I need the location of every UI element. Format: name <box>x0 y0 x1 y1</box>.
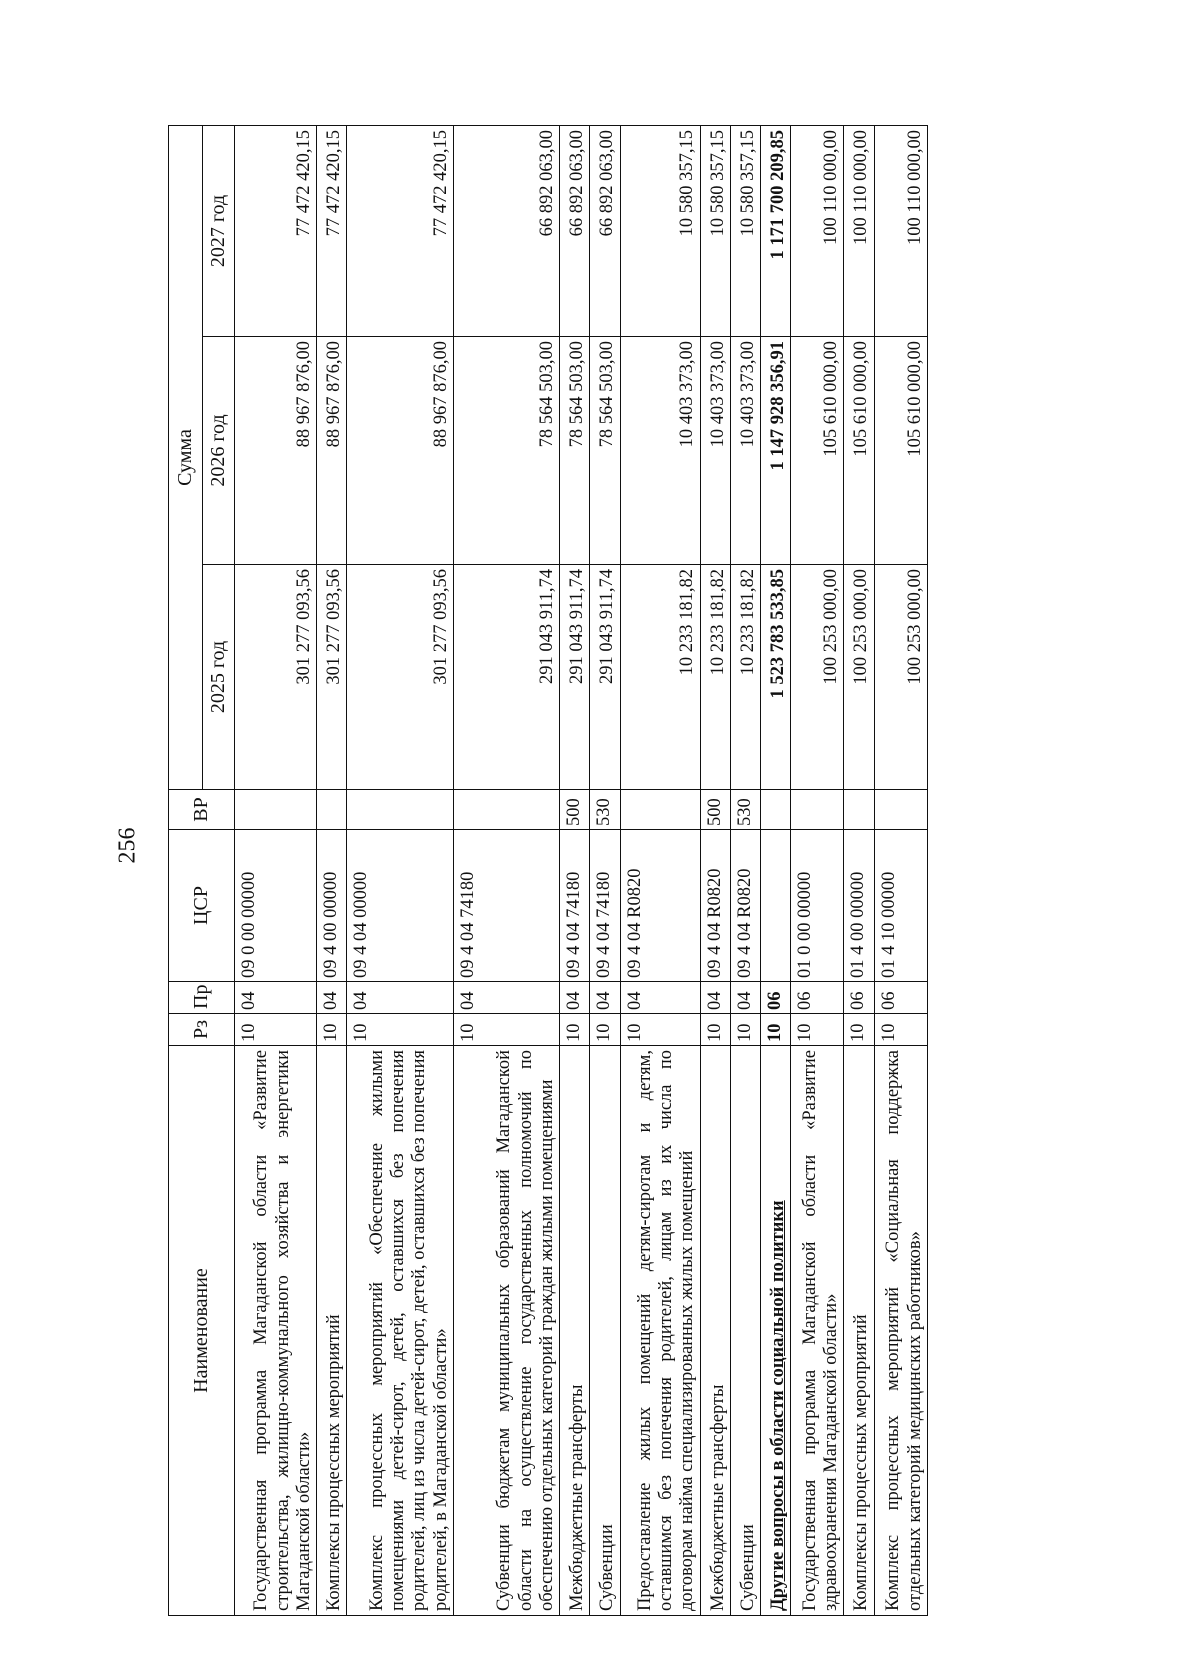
row-vr: 530 <box>730 790 760 830</box>
row-pr: 04 <box>317 982 347 1014</box>
row-amount-2027: 100 110 000,00 <box>791 125 844 336</box>
table-row <box>700 125 730 1615</box>
header-2027: 2027 год <box>203 125 235 336</box>
row-csr: 09 0 00 00000 <box>235 830 317 982</box>
row-csr <box>761 830 791 982</box>
row-csr: 09 4 04 R0820 <box>700 830 730 982</box>
row-pr: 04 <box>730 982 760 1014</box>
row-pr: 04 <box>347 982 453 1014</box>
row-name: Предоставление жилых помещений детям-сиротам и детям, оставшимся без попечения родителей, лицам из их числа по договорам найма специализированных жилых помещений <box>620 1046 700 1616</box>
table-row <box>347 125 453 1615</box>
row-rz: 10 <box>844 1014 874 1046</box>
row-amount-2027: 77 472 420,15 <box>347 125 453 336</box>
row-name: Комплексы процессных мероприятий <box>317 1046 347 1616</box>
row-name: Субвенции бюджетам муниципальных образований Магаданской области на осуществление государственных полномочий по обеспечению отдельных категорий граждан жилыми помещениями <box>453 1046 559 1616</box>
header-2026: 2026 год <box>203 337 235 565</box>
row-amount-2026: 78 564 503,00 <box>453 337 559 565</box>
row-amount-2026: 10 403 373,00 <box>620 337 700 565</box>
row-rz: 10 <box>453 1014 559 1046</box>
row-pr: 04 <box>700 982 730 1014</box>
row-rz: 10 <box>700 1014 730 1046</box>
row-amount-2025: 100 253 000,00 <box>791 565 844 790</box>
row-rz: 10 <box>730 1014 760 1046</box>
row-csr: 01 0 00 00000 <box>791 830 844 982</box>
row-amount-2027: 66 892 063,00 <box>453 125 559 336</box>
row-name: Другие вопросы в области социальной политики <box>761 1046 791 1616</box>
row-amount-2027: 1 171 700 209,85 <box>761 125 791 336</box>
row-amount-2027: 77 472 420,15 <box>235 125 317 336</box>
row-vr <box>791 790 844 830</box>
row-pr: 04 <box>590 982 620 1014</box>
row-amount-2027: 100 110 000,00 <box>874 125 927 336</box>
row-rz: 10 <box>347 1014 453 1046</box>
row-amount-2025: 10 233 181,82 <box>700 565 730 790</box>
row-pr: 06 <box>874 982 927 1014</box>
row-pr: 04 <box>453 982 559 1014</box>
row-name: Субвенции <box>590 1046 620 1616</box>
row-amount-2026: 88 967 876,00 <box>235 337 317 565</box>
row-csr: 09 4 04 74180 <box>560 830 590 982</box>
row-amount-2027: 77 472 420,15 <box>317 125 347 336</box>
row-csr: 01 4 00 00000 <box>844 830 874 982</box>
row-amount-2026: 105 610 000,00 <box>791 337 844 565</box>
row-name: Комплекс процессных мероприятий «Социальная поддержка отдельных категорий медицинских работников» <box>874 1046 927 1616</box>
row-vr <box>874 790 927 830</box>
row-vr: 500 <box>700 790 730 830</box>
row-amount-2026: 105 610 000,00 <box>874 337 927 565</box>
row-amount-2027: 100 110 000,00 <box>844 125 874 336</box>
table-row <box>844 125 874 1615</box>
row-rz: 10 <box>590 1014 620 1046</box>
row-name: Межбюджетные трансферты <box>560 1046 590 1616</box>
row-csr: 09 4 04 74180 <box>590 830 620 982</box>
row-amount-2025: 301 277 093,56 <box>235 565 317 790</box>
row-rz: 10 <box>791 1014 844 1046</box>
row-pr: 06 <box>761 982 791 1014</box>
row-name: Государственная программа Магаданской области «Развитие здравоохранения Магаданской области» <box>791 1046 844 1616</box>
row-amount-2027: 66 892 063,00 <box>590 125 620 336</box>
header-csr: ЦСР <box>169 830 235 982</box>
row-vr <box>317 790 347 830</box>
table-row <box>317 125 347 1615</box>
header-pr: Пр <box>169 982 235 1014</box>
budget-table <box>168 125 928 1616</box>
row-amount-2025: 291 043 911,74 <box>453 565 559 790</box>
row-rz: 10 <box>874 1014 927 1046</box>
table-row <box>453 125 559 1615</box>
row-amount-2026: 78 564 503,00 <box>590 337 620 565</box>
row-pr: 06 <box>844 982 874 1014</box>
row-amount-2026: 10 403 373,00 <box>730 337 760 565</box>
row-amount-2027: 10 580 357,15 <box>730 125 760 336</box>
row-amount-2025: 100 253 000,00 <box>844 565 874 790</box>
row-rz: 10 <box>235 1014 317 1046</box>
row-pr: 04 <box>235 982 317 1014</box>
header-vr: ВР <box>169 790 235 830</box>
row-name: Субвенции <box>730 1046 760 1616</box>
row-amount-2025: 1 523 783 533,85 <box>761 565 791 790</box>
row-amount-2026: 78 564 503,00 <box>560 337 590 565</box>
table-row <box>235 125 317 1615</box>
row-amount-2026: 105 610 000,00 <box>844 337 874 565</box>
row-csr: 09 4 04 R0820 <box>620 830 700 982</box>
row-amount-2027: 66 892 063,00 <box>560 125 590 336</box>
row-rz: 10 <box>620 1014 700 1046</box>
row-name: Межбюджетные трансферты <box>700 1046 730 1616</box>
row-amount-2025: 291 043 911,74 <box>590 565 620 790</box>
row-vr <box>453 790 559 830</box>
row-vr <box>235 790 317 830</box>
table-row <box>791 125 844 1615</box>
table-row <box>560 125 590 1615</box>
header-name: Наименование <box>169 1046 235 1616</box>
row-csr: 01 4 10 00000 <box>874 830 927 982</box>
row-amount-2027: 10 580 357,15 <box>620 125 700 336</box>
row-amount-2026: 88 967 876,00 <box>347 337 453 565</box>
row-amount-2025: 100 253 000,00 <box>874 565 927 790</box>
table-row <box>730 125 760 1615</box>
header-rz: Рз <box>169 1014 235 1046</box>
table-row <box>620 125 700 1615</box>
row-amount-2026: 1 147 928 356,91 <box>761 337 791 565</box>
row-amount-2025: 301 277 093,56 <box>347 565 453 790</box>
table-body <box>235 125 928 1615</box>
row-amount-2025: 291 043 911,74 <box>560 565 590 790</box>
table-row <box>761 125 791 1615</box>
row-csr: 09 4 04 00000 <box>347 830 453 982</box>
table-row <box>590 125 620 1615</box>
row-amount-2026: 10 403 373,00 <box>700 337 730 565</box>
row-vr <box>620 790 700 830</box>
row-amount-2025: 301 277 093,56 <box>317 565 347 790</box>
row-csr: 09 4 04 74180 <box>453 830 559 982</box>
row-pr: 04 <box>620 982 700 1014</box>
header-sum: Сумма <box>169 125 203 789</box>
row-rz: 10 <box>317 1014 347 1046</box>
page-number: 256 <box>114 827 141 864</box>
row-amount-2025: 10 233 181,82 <box>620 565 700 790</box>
row-name: Комплексы процессных мероприятий <box>844 1046 874 1616</box>
row-amount-2025: 10 233 181,82 <box>730 565 760 790</box>
row-rz: 10 <box>560 1014 590 1046</box>
row-amount-2026: 88 967 876,00 <box>317 337 347 565</box>
row-vr: 500 <box>560 790 590 830</box>
row-name: Государственная программа Магаданской области «Развитие строительства, жилищно-коммунального хозяйства и энергетики Магаданской области» <box>235 1046 317 1616</box>
row-vr <box>761 790 791 830</box>
table-row <box>874 125 927 1615</box>
header-2025: 2025 год <box>203 565 235 790</box>
row-rz: 10 <box>761 1014 791 1046</box>
row-csr: 09 4 00 00000 <box>317 830 347 982</box>
row-vr <box>844 790 874 830</box>
row-pr: 06 <box>791 982 844 1014</box>
row-vr <box>347 790 453 830</box>
row-csr: 09 4 04 R0820 <box>730 830 760 982</box>
row-vr: 530 <box>590 790 620 830</box>
row-name: Комплекс процессных мероприятий «Обеспечение жилыми помещениями детей-сирот, детей, оставшихся без попечения родителей, лиц из числа детей-сирот, детей, оставшихся без попечения родителей, в Магаданской области» <box>347 1046 453 1616</box>
row-pr: 04 <box>560 982 590 1014</box>
rotated-table-container <box>168 126 928 1616</box>
row-amount-2027: 10 580 357,15 <box>700 125 730 336</box>
